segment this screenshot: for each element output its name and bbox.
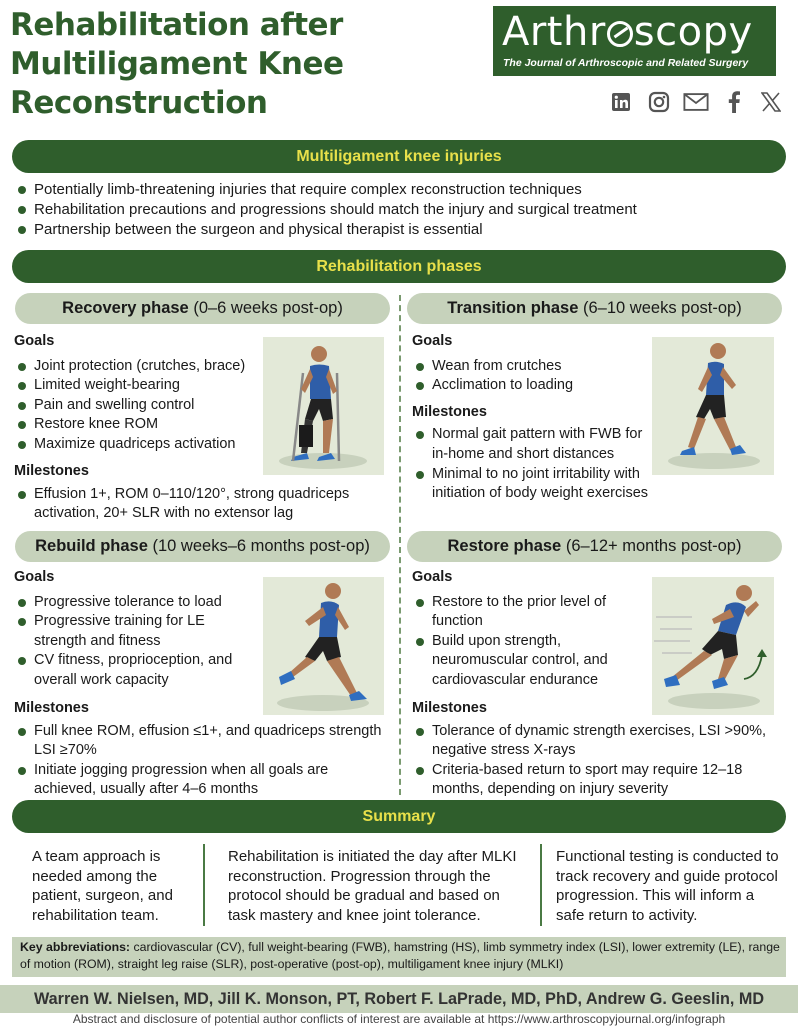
summary-column-testing: Functional testing is conducted to track recovery and guide protocol progression. This will inform a safe return to activity.: [556, 848, 779, 924]
list-item: Wean from crutches: [412, 357, 652, 377]
list-item: Full knee ROM, effusion ≤1+, and quadriceps strength LSI ≥70%: [14, 722, 384, 761]
title-line: Rehabilitation after: [10, 7, 343, 43]
list-item: Minimal to no joint irritability with initiation of body weight exercises: [412, 465, 652, 504]
footer-disclosure-link[interactable]: Abstract and disclosure of potential author conflicts of interest are available at https://www.arthroscopyjournal.org/infograph: [72, 1012, 726, 1026]
list-item: Normal gait pattern with FWB for in-home and short distances: [412, 425, 652, 464]
list-item: Criteria-based return to sport may require 12–18 months, depending on injury severity: [412, 761, 786, 800]
list-item: Rehabilitation precautions and progressions should match the injury and surgical treatment: [14, 200, 784, 220]
phase-title-restore: Restore phase (6–12+ months post-op): [407, 531, 782, 562]
infographic-title: [10, 6, 480, 123]
goals-label: Goals: [412, 333, 453, 349]
phase-transition-content: [412, 332, 652, 504]
phase-rebuild-content: [14, 568, 259, 691]
summary-column-team: A team approach is needed among the patient, surgeon, and rehabilitation team.: [32, 848, 173, 924]
mail-icon[interactable]: [683, 90, 709, 114]
list-item: Restore to the prior level of function: [412, 593, 647, 632]
section-heading-summary: Summary: [12, 800, 786, 833]
author-list: Warren W. Nielsen, MD, Jill K. Monson, PT, Robert F. LaPrade, MD, PhD, Andrew G. Geeslin, MD: [0, 985, 798, 1013]
intro-bullet-list: [14, 180, 784, 240]
section-heading-phases: Rehabilitation phases: [12, 250, 786, 283]
goals-label: Goals: [14, 569, 55, 585]
list-item: Build upon strength, neuromuscular control, and cardiovascular endurance: [412, 632, 647, 691]
list-item: Potentially limb-threatening injuries that require complex reconstruction techniques: [14, 180, 784, 200]
phase-recovery-content: [14, 332, 262, 455]
list-item: Progressive tolerance to load: [14, 593, 259, 613]
x-icon[interactable]: [758, 90, 784, 114]
summary-column-progression: Rehabilitation is initiated the day after MLKI reconstruction. Progression through the protocol should be gradual and based on task mastery and knee joint tolerance.: [228, 848, 517, 924]
instagram-icon[interactable]: [646, 90, 672, 114]
walking-figure-illustration: [652, 337, 774, 475]
list-item: Tolerance of dynamic strength exercises, LSI >90%, negative stress X-rays: [412, 722, 786, 761]
list-item: Pain and swelling control: [14, 396, 262, 416]
list-item: Maximize quadriceps activation: [14, 435, 262, 455]
phase-divider: [399, 295, 401, 795]
arthroscope-o-icon: [607, 21, 633, 47]
list-item: Progressive training for LE strength and fitness: [14, 612, 259, 651]
journal-logo[interactable]: [493, 6, 776, 76]
list-item: Acclimation to loading: [412, 376, 652, 396]
jogging-figure-illustration: [263, 577, 384, 715]
list-item: CV fitness, proprioception, and overall work capacity: [14, 651, 259, 690]
list-item: Restore knee ROM: [14, 415, 262, 435]
phase-title-transition: Transition phase (6–10 weeks post-op): [407, 293, 782, 324]
key-abbreviations: [12, 937, 786, 977]
milestones-label: Milestones: [412, 700, 487, 716]
milestones-label: Milestones: [14, 463, 89, 479]
list-item: Effusion 1+, ROM 0–110/120°, strong quadriceps activation, 20+ SLR with no extensor lag: [14, 485, 384, 524]
sprinting-figure-illustration: [652, 577, 774, 715]
phase-restore-content: [412, 568, 647, 691]
goals-label: Goals: [14, 333, 55, 349]
abbreviations-label: Key abbreviations:: [20, 940, 131, 954]
summary-separator: [540, 844, 542, 926]
list-item: Joint protection (crutches, brace): [14, 357, 262, 377]
phase-title-recovery: Recovery phase (0–6 weeks post-op): [15, 293, 390, 324]
facebook-icon[interactable]: [721, 90, 747, 114]
journal-subtitle: The Journal of Arthroscopic and Related Surgery: [503, 57, 749, 69]
crutches-figure-illustration: [263, 337, 384, 475]
linkedin-icon[interactable]: [608, 90, 634, 114]
section-heading-injuries: Multiligament knee injuries: [12, 140, 786, 173]
title-line: Reconstruction: [10, 85, 268, 121]
list-item: Partnership between the surgeon and physical therapist is essential: [14, 220, 784, 240]
title-line: Multiligament Knee: [10, 46, 344, 82]
list-item: Initiate jogging progression when all goals are achieved, usually after 4–6 months: [14, 761, 384, 800]
milestones-label: Milestones: [14, 700, 89, 716]
social-links: [608, 88, 784, 116]
list-item: Limited weight-bearing: [14, 376, 262, 396]
summary-separator: [203, 844, 205, 926]
phase-title-rebuild: Rebuild phase (10 weeks–6 months post-op): [15, 531, 390, 562]
goals-label: Goals: [412, 569, 453, 585]
journal-name: Arthr scopy: [502, 9, 753, 55]
milestones-label: Milestones: [412, 403, 487, 420]
abbreviations-text: cardiovascular (CV), full weight-bearing (FWB), hamstring (HS), limb symmetry index (LSI), lower extremity (LE), range of motion (ROM), straight leg raise (SLR), post-operative (post-op), multiligament knee injury (MLKI): [20, 940, 780, 971]
